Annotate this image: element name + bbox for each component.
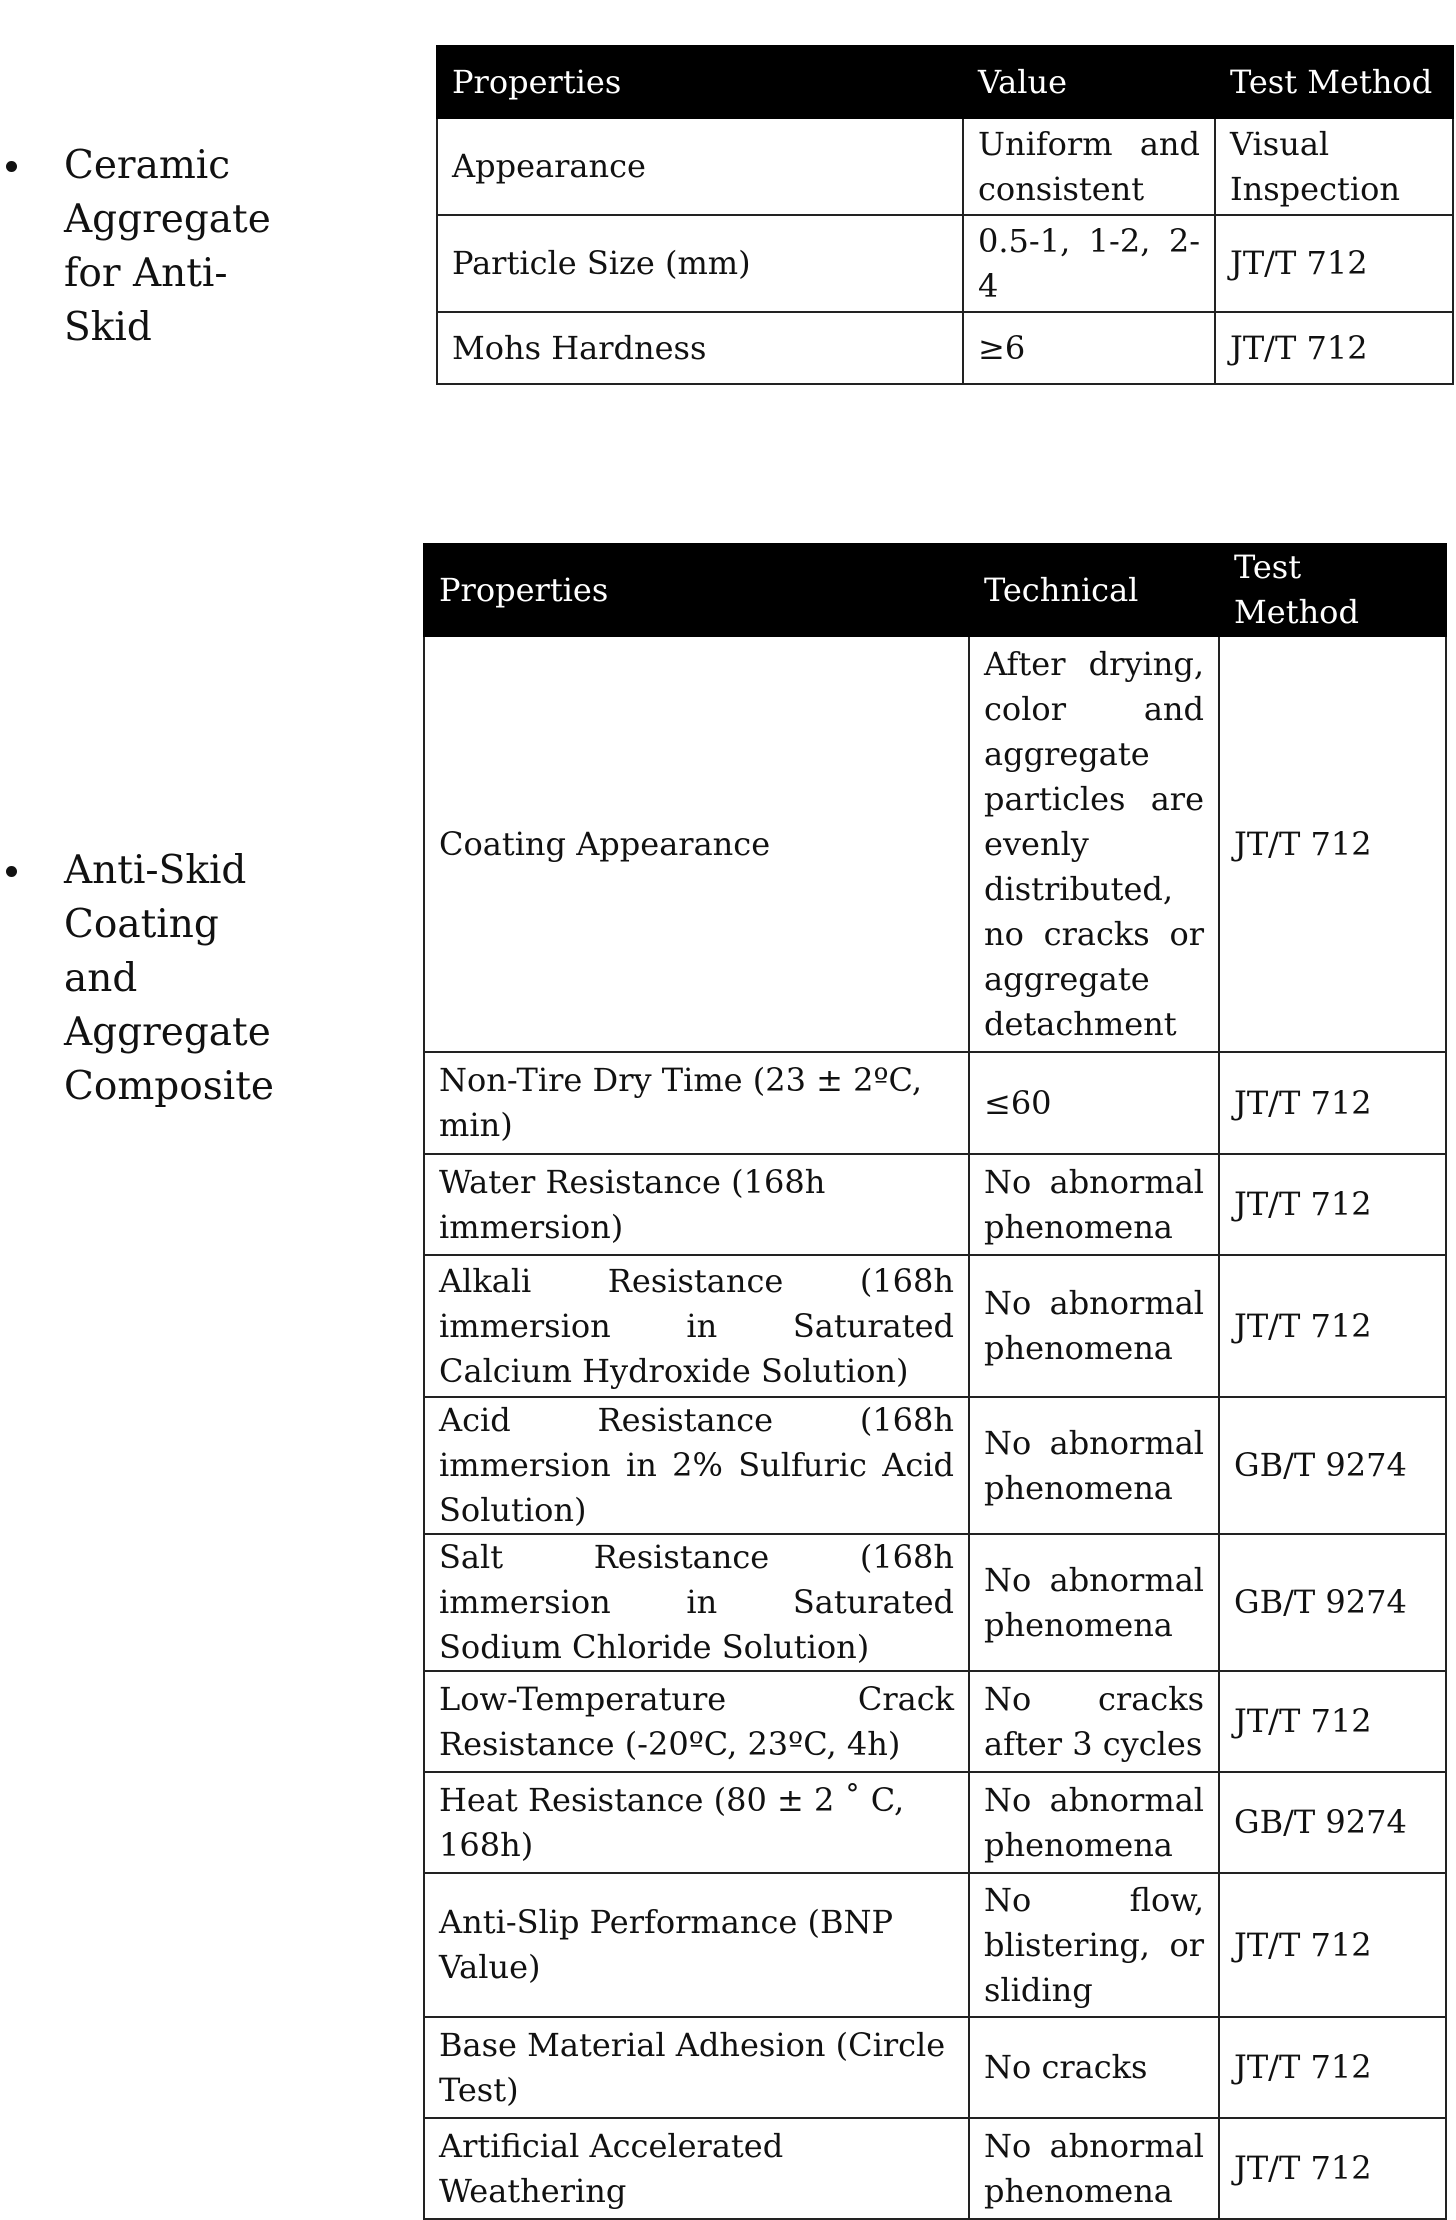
property-cell: Mohs Hardness: [437, 312, 963, 384]
test-method-cell: JT/T 712: [1219, 1052, 1446, 1154]
table-row: [424, 1671, 1446, 1772]
value-cell: No cracks after 3 cycles: [969, 1671, 1219, 1772]
table-header-row: [437, 46, 1453, 118]
property-cell: Water Resistance (168h immersion): [424, 1154, 969, 1255]
property-cell: Salt Resistance (168h immersion in Saturated Sodium Chloride Solution): [424, 1534, 969, 1671]
property-cell: Artificial Accelerated Weathering: [424, 2118, 969, 2219]
property-cell: Heat Resistance (80 ± 2 ˚ C, 168h): [424, 1772, 969, 1873]
test-method-cell: JT/T 712: [1219, 1255, 1446, 1397]
column-header: Test Method: [1215, 46, 1453, 118]
property-cell: Low-Temperature Crack Resistance (-20ºC, 23ºC, 4h): [424, 1671, 969, 1772]
value-cell: After drying, color and aggregate particles are evenly distributed, no cracks or aggregate detachment: [969, 636, 1219, 1052]
table-row: [424, 1397, 1446, 1534]
table-row: [437, 312, 1453, 384]
bullet-dot-icon: [6, 161, 17, 172]
table-row: [424, 1772, 1446, 1873]
column-header: Properties: [424, 544, 969, 636]
test-method-cell: Visual Inspection: [1215, 118, 1453, 215]
section-title: Anti-Skid Coating and Aggregate Composite: [64, 848, 274, 1109]
table-row: [424, 1534, 1446, 1671]
table-row: [437, 118, 1453, 215]
test-method-cell: JT/T 712: [1219, 636, 1446, 1052]
table-row: [424, 636, 1446, 1052]
value-cell: No abnormal phenomena: [969, 1772, 1219, 1873]
property-cell: Alkali Resistance (168h immersion in Saturated Calcium Hydroxide Solution): [424, 1255, 969, 1397]
property-cell: Anti-Slip Performance (BNP Value): [424, 1873, 969, 2017]
value-cell: No abnormal phenomena: [969, 1397, 1219, 1534]
column-header: Properties: [437, 46, 963, 118]
table-row: [424, 1154, 1446, 1255]
property-cell: Acid Resistance (168h immersion in 2% Sulfuric Acid Solution): [424, 1397, 969, 1534]
property-cell: Base Material Adhesion (Circle Test): [424, 2017, 969, 2118]
table-row: [424, 2017, 1446, 2118]
property-cell: Appearance: [437, 118, 963, 215]
test-method-cell: JT/T 712: [1219, 1154, 1446, 1255]
value-cell: No abnormal phenomena: [969, 1154, 1219, 1255]
table-header-row: [424, 544, 1446, 636]
value-cell: 0.5-1, 1-2, 2-4: [963, 215, 1215, 312]
test-method-cell: JT/T 712: [1219, 2017, 1446, 2118]
test-method-cell: JT/T 712: [1219, 2118, 1446, 2219]
column-header: Value: [963, 46, 1215, 118]
anti-skid-composite-table: [423, 543, 1447, 2220]
section-title: Ceramic Aggregate for Anti-Skid: [64, 143, 271, 350]
value-cell: Uniform and consistent: [963, 118, 1215, 215]
value-cell: No cracks: [969, 2017, 1219, 2118]
test-method-cell: JT/T 712: [1219, 1873, 1446, 2017]
column-header: Technical: [969, 544, 1219, 636]
test-method-cell: JT/T 712: [1215, 312, 1453, 384]
table-row: [424, 1052, 1446, 1154]
table-row: [424, 2118, 1446, 2219]
value-cell: No abnormal phenomena: [969, 1534, 1219, 1671]
test-method-cell: JT/T 712: [1219, 1671, 1446, 1772]
value-cell: ≥6: [963, 312, 1215, 384]
table-row: [424, 1255, 1446, 1397]
test-method-cell: JT/T 712: [1215, 215, 1453, 312]
ceramic-aggregate-table: [436, 45, 1454, 385]
value-cell: No abnormal phenomena: [969, 1255, 1219, 1397]
property-cell: Particle Size (mm): [437, 215, 963, 312]
table-row: [424, 1873, 1446, 2017]
property-cell: Coating Appearance: [424, 636, 969, 1052]
test-method-cell: GB/T 9274: [1219, 1534, 1446, 1671]
test-method-cell: GB/T 9274: [1219, 1772, 1446, 1873]
property-cell: Non-Tire Dry Time (23 ± 2ºC, min): [424, 1052, 969, 1154]
column-header: Test Method: [1219, 544, 1446, 636]
bullet-dot-icon: [6, 866, 17, 877]
value-cell: No abnormal phenomena: [969, 2118, 1219, 2219]
value-cell: ≤60: [969, 1052, 1219, 1154]
value-cell: No flow, blistering, or sliding: [969, 1873, 1219, 2017]
test-method-cell: GB/T 9274: [1219, 1397, 1446, 1534]
table-row: [437, 215, 1453, 312]
